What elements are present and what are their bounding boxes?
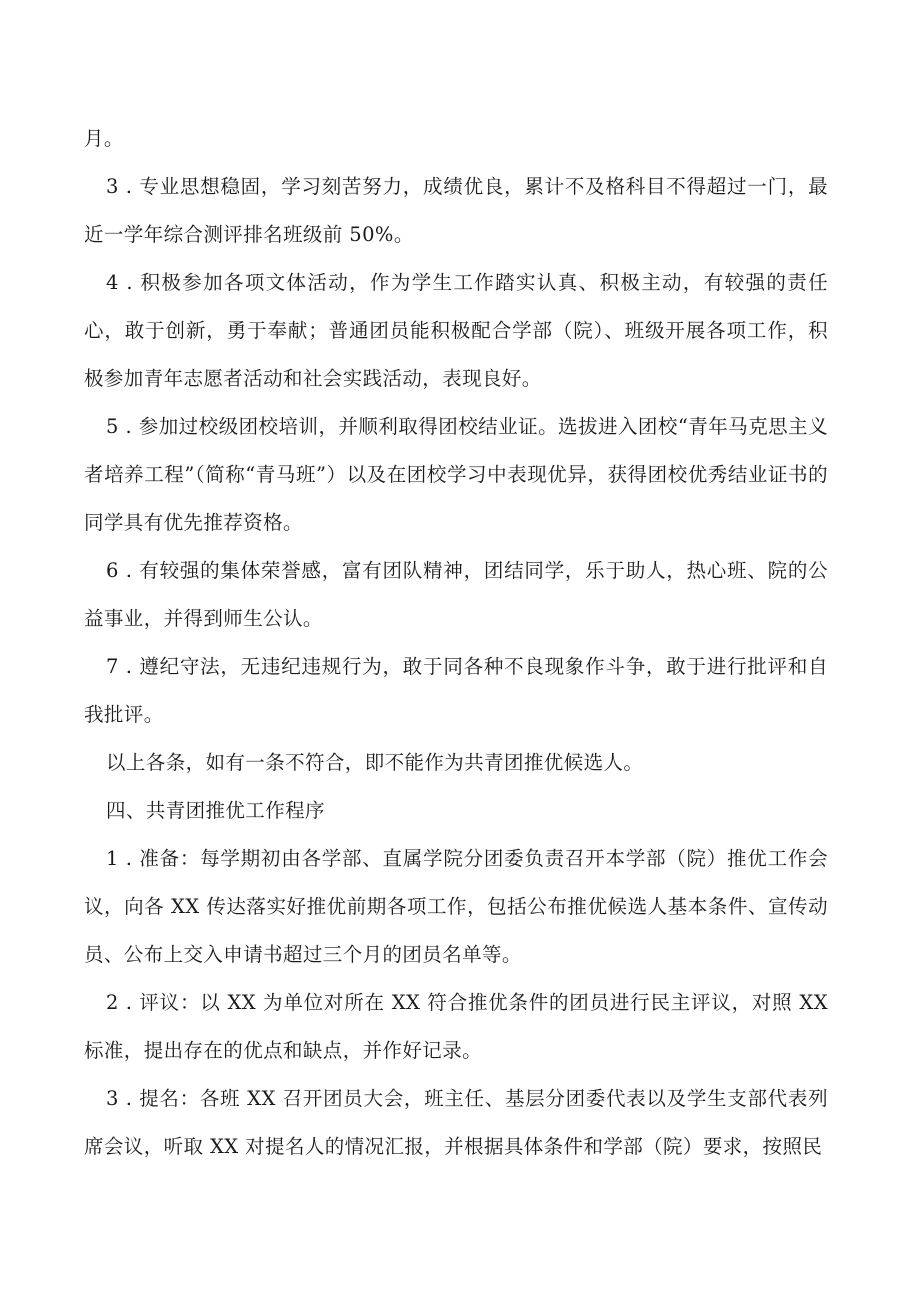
criterion-7: 7 . 遵纪守法，无违纪违规行为，敢于同各种不良现象作斗争，敢于进行批评和自我批评。	[84, 655, 828, 726]
paragraph-continuation: 月。	[84, 127, 124, 150]
section-heading-procedure: 四、共青团推优工作程序	[106, 799, 325, 822]
procedure-step-1: 1 . 准备：每学期初由各学部、直属学院分团委负责召开本学部（院）推优工作会议，向各 XX 传达落实好推优前期各项工作，包括公布推优候选人基本条件、宣传动员、公布上交入申请书超过三个月的团员名单等。	[84, 847, 828, 966]
criterion-4: 4 . 积极参加各项文体活动，作为学生工作踏实认真、积极主动，有较强的责任心，敢于创新，勇于奉献；普通团员能积极配合学部（院）、班级开展各项工作，积极参加青年志愿者活动和社会实践活动，表现良好。	[84, 271, 828, 390]
criterion-3: 3 . 专业思想稳固，学习刻苦努力，成绩优良，累计不及格科目不得超过一门，最近一学年综合测评排名班级前 50%。	[84, 175, 828, 246]
criterion-5: 5 . 参加过校级团校培训，并顺利取得团校结业证。选拔进入团校“青年马克思主义者培养工程”（简称“青马班”）以及在团校学习中表现优异，获得团校优秀结业证书的同学具有优先推荐资格。	[84, 415, 828, 534]
procedure-step-3: 3 . 提名：各班 XX 召开团员大会，班主任、基层分团委代表以及学生支部代表列席会议，听取 XX 对提名人的情况汇报，并根据具体条件和学部（院）要求，按照民	[84, 1087, 828, 1158]
criteria-note: 以上各条，如有一条不符合，即不能作为共青团推优候选人。	[106, 751, 644, 774]
procedure-step-2: 2 . 评议：以 XX 为单位对所在 XX 符合推优条件的团员进行民主评议，对照 XX 标准，提出存在的优点和缺点，并作好记录。	[84, 991, 828, 1062]
criterion-6: 6 . 有较强的集体荣誉感，富有团队精神，团结同学，乐于助人，热心班、院的公益事业，并得到师生公认。	[84, 559, 828, 630]
document-body	[84, 115, 828, 1171]
